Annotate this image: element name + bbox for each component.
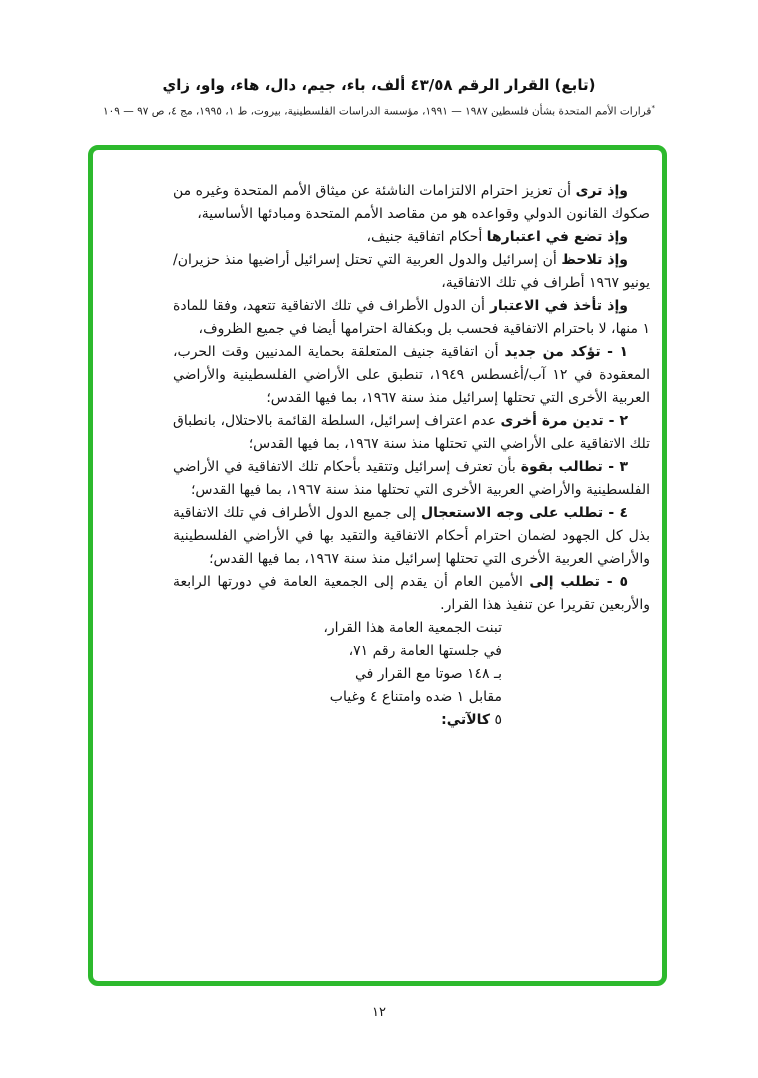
paragraph-lead: وإذ تلاحظ — [561, 252, 629, 268]
adoption-line-text: بـ ١٤٨ صوتا مع القرار في — [354, 666, 502, 682]
adoption-note-line — [173, 617, 502, 640]
paragraph-number: ٤ - — [603, 505, 628, 521]
paragraph-text: الأمين العام أن يقدم إلى الجمعية العامة في دورتها الرابعة والأربعين تقريرا عن تنفيذ هذا القرار. — [173, 574, 650, 613]
paragraph-text: أن تعزيز احترام الالتزامات الناشئة عن ميثاق الأمم المتحدة وغيره من صكوك القانون الدولي وقواعده هو من مقاصد الأمم المتحدة ومبادئها الأساسية، — [173, 183, 650, 222]
paragraph-number: ٢ - — [603, 413, 628, 429]
resolution-text-block — [173, 180, 650, 732]
operative-paragraph-4 — [173, 502, 650, 571]
paragraph-lead: تطلب على وجه الاستعجال — [421, 505, 604, 521]
page-number: ١٢ — [372, 1005, 386, 1020]
adoption-line-bold: كالآتي: — [441, 712, 491, 728]
paragraph-number: ٣ - — [602, 459, 629, 475]
adoption-note-line — [173, 663, 502, 686]
paragraph-lead: وإذ تضع في اعتبارها — [486, 229, 628, 245]
adoption-line-text: تبنت الجمعية العامة هذا القرار، — [323, 620, 502, 636]
paragraph-text: عدم اعتراف إسرائيل، السلطة القائمة بالاحتلال، بانطباق تلك الاتفاقية على الأراضي التي تحتلها منذ سنة ١٩٦٧، بما فيها القدس؛ — [173, 413, 650, 452]
paragraph-lead: تطلب إلى — [529, 574, 600, 590]
adoption-line-text: مقابل ١ ضده وامتناع ٤ وغياب — [329, 689, 502, 705]
source-citation-text: قرارات الأمم المتحدة بشأن فلسطين ١٩٨٧ — ١٩٩١، مؤسسة الدراسات الفلسطينية، بيروت، ط ١، ١٩٩٥، مج ٤، ص ٩٧ — ١٠٩ — [103, 105, 652, 118]
paragraph-number: ١ - — [600, 344, 628, 360]
paragraph-text: أحكام اتفاقية جنيف، — [366, 229, 487, 245]
paragraph-text: أن إسرائيل والدول العربية التي تحتل إسرائيل أراضيها منذ حزيران/يونيو ١٩٦٧ أطراف في تلك الاتفاقية، — [173, 252, 650, 291]
paragraph-text: بأن تعترف إسرائيل وتتقيد بأحكام تلك الاتفاقية في الأراضي الفلسطينية والأراضي العربية الأخرى التي تحتلها منذ سنة ١٩٦٧، بما فيها القدس؛ — [173, 459, 650, 498]
adoption-note-line — [173, 686, 502, 709]
resolution-title: (تابع) القرار الرقم ٤٣/٥٨ ألف، باء، جيم، دال، هاء، واو، زاي — [162, 76, 596, 94]
adoption-note — [173, 617, 502, 732]
preamble-paragraph — [173, 180, 650, 226]
preamble-paragraph — [173, 249, 650, 295]
paragraph-text: أن اتفاقية جنيف المتعلقة بحماية المدنيين وقت الحرب، المعقودة في ١٢ آب/أغسطس ١٩٤٩، تنطبق على الأراضي الفلسطينية والأراضي العربية الأخرى التي تحتلها إسرائيل منذ سنة ١٩٦٧، بما فيها القدس؛ — [173, 344, 650, 406]
adoption-note-line — [173, 640, 502, 663]
paragraph-number: ٥ - — [599, 574, 629, 590]
paragraph-text: إلى جميع الدول الأطراف في تلك الاتفاقية بذل كل الجهود لضمان احترام أحكام الاتفاقية والتقيد بها في الأراضي الفلسطينية والأراضي العربية الأخرى التي تحتلها إسرائيل منذ سنة ١٩٦٧، بما فيها القدس؛ — [173, 505, 650, 567]
adoption-line-text: ٥ — [490, 712, 502, 728]
adoption-note-line — [173, 709, 502, 732]
footnote-marker: * — [651, 104, 655, 112]
paragraph-lead: تؤكد من جديد — [504, 344, 601, 360]
paragraph-text: أن الدول الأطراف في تلك الاتفاقية تتعهد، وفقا للمادة ١ منها، لا باحترام الاتفاقية فحسب بل وبكفالة احترامها أيضا في جميع الظروف، — [173, 298, 650, 337]
operative-paragraph-5 — [173, 571, 650, 617]
operative-paragraph-3 — [173, 456, 650, 502]
adoption-line-text: في جلستها العامة رقم ٧١، — [348, 643, 502, 659]
operative-paragraph-2 — [173, 410, 650, 456]
preamble-paragraph — [173, 295, 650, 341]
paragraph-lead: وإذ ترى — [575, 183, 628, 199]
source-citation — [0, 104, 758, 118]
green-border-frame — [88, 145, 667, 986]
operative-paragraph-1 — [173, 341, 650, 410]
paragraph-lead: وإذ تأخذ في الاعتبار — [489, 298, 628, 314]
preamble-paragraph — [173, 226, 650, 249]
paragraph-lead: تدين مرة أخرى — [500, 413, 604, 429]
paragraph-lead: تطالب بقوة — [520, 459, 603, 475]
